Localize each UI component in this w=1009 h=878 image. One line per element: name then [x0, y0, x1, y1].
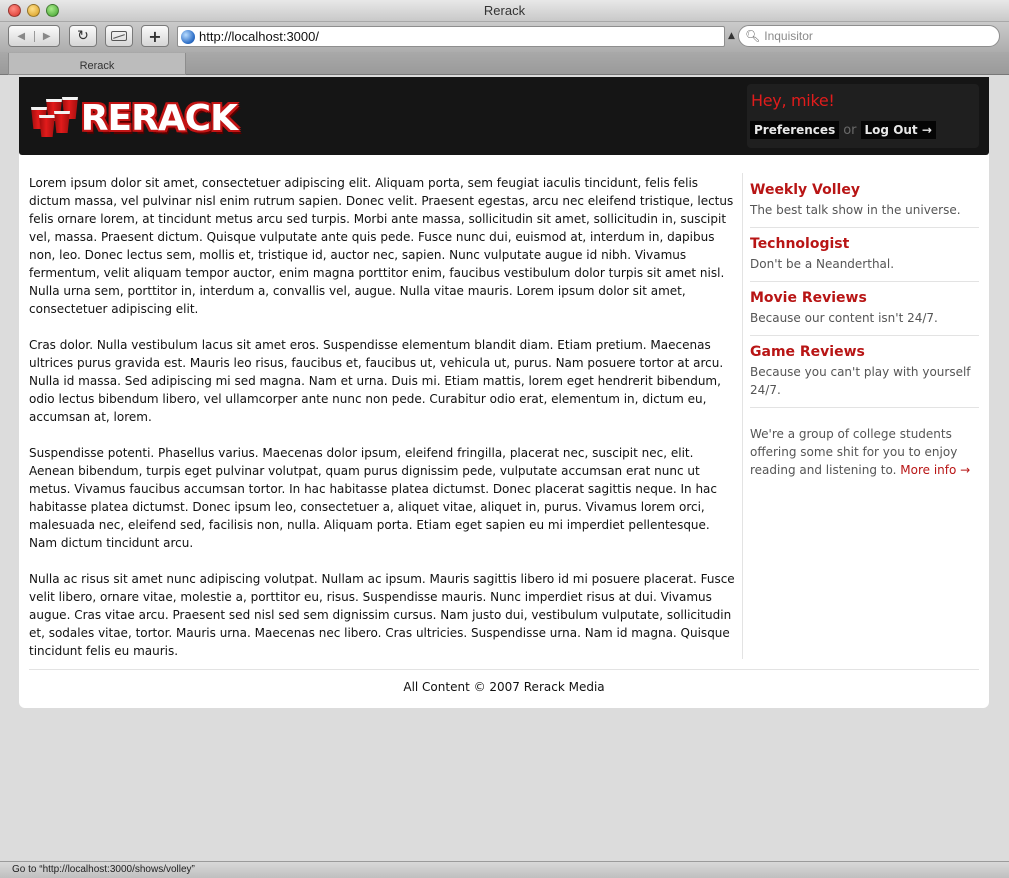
add-bookmark-button[interactable] — [141, 25, 169, 47]
window-title: Rerack — [483, 3, 526, 18]
about-blurb — [750, 408, 979, 479]
reload-icon: ↻ — [77, 28, 89, 44]
content-paragraph: Nulla ac risus sit amet nunc adipiscing volutpat. Nullam ac ipsum. Mauris sagittis libero id mi posuere placerat. Fusce velit libero, ornare vitae, molestie a, porttitor eu, risus. Suspendisse mauris. Nunc imperdiet risus at dui. Vivamus augue. Cras vitae arcu. Praesent sed nisl sed sem dignissim cursus. Nam justo dui, vestibulum vulputate, sollicitudin et, sodales vitae, tortor. Mauris urna. Maecenas nec libero. Cras ultricies. Suspendisse urna. Nam id magna. Quisque tincidunt felis eu mauris. — [29, 572, 735, 658]
address-text: http://localhost:3000/ — [199, 29, 319, 44]
address-bar[interactable] — [177, 26, 725, 47]
cups-icon — [29, 95, 77, 141]
back-arrow-icon[interactable]: ◀ — [17, 30, 26, 42]
plus-icon: + — [148, 26, 162, 46]
show-description: Don't be a Neanderthal. — [750, 257, 895, 271]
show-link-game-reviews[interactable]: Game Reviews — [750, 344, 865, 360]
preferences-link[interactable]: Preferences — [750, 121, 839, 139]
snapback-button[interactable] — [105, 25, 133, 47]
show-item-weekly-volley — [750, 173, 979, 228]
more-info-link[interactable]: More info → — [900, 463, 971, 477]
show-item-game-reviews — [750, 336, 979, 408]
forward-arrow-icon[interactable]: ▶ — [34, 31, 60, 42]
user-greeting: Hey, mike! — [751, 91, 835, 110]
content-paragraph: Suspendisse potenti. Phasellus varius. Maecenas dolor ipsum, eleifend fringilla, placerat nec, suscipit nec, elit. Aenean bibendum, turpis eget pulvinar volutpat, quam purus dignissim pede, vulputate accumsan erat nunc ut metus. Vivamus faucibus accumsan tortor. In hac habitasse platea dictumst. Donec placerat sagittis neque. In hac habitasse platea dictumst. Donec ipsum leo, consectetuer a, aliquet vitae, aliquet in, purus. Vivamus lorem orci, malesuada nec, eleifend sed, facilisis non, nulla. Aliquam porta. Etiam eget sapien eu mi imperdiet pellentesque. Nam dictum tincidunt arcu. — [29, 446, 717, 550]
sidebar — [742, 173, 979, 659]
site-logo[interactable] — [29, 90, 237, 146]
tab-rerack[interactable]: Rerack — [8, 53, 186, 75]
reload-button[interactable] — [69, 25, 97, 47]
site-footer: All Content © 2007 Rerack Media — [29, 669, 979, 694]
show-description: Because you can't play with yourself 24/7. — [750, 365, 971, 397]
show-link-movie-reviews[interactable]: Movie Reviews — [750, 290, 867, 306]
search-input[interactable] — [764, 29, 984, 43]
show-item-technologist — [750, 228, 979, 282]
address-dropdown-icon[interactable]: ▲ — [728, 31, 735, 41]
or-separator: or — [843, 122, 857, 138]
web-page — [19, 77, 989, 708]
window-titlebar — [0, 0, 1009, 22]
content-paragraph: Lorem ipsum dolor sit amet, consectetuer adipiscing elit. Aliquam porta, sem feugiat iaculis tincidunt, felis felis dictum massa, vel pulvinar nisl enim rutrum sapien. Donec velit. Praesent egestas, arcu nec eleifend tristique, lectus felis ornare lorem, at tincidunt metus arcu sed turpis. Morbi ante massa, sollicitudin sit amet, sollicitudin in, suscipit vel, massa. Praesent dictum. Quisque vulputate ante quis pede. Fusce nunc dui, euismod at, interdum in, dapibus non, leo. Donec lectus sem, mollis et, tristique id, auctor nec, sapien. Nunc vulputate augue id nibh. Vivamus fermentum, velit aliquam tempor auctor, enim magna porttitor enim, faucibus vestibulum dolor turpis sit amet nisl. Nulla urna sem, porttitor in, interdum a, convallis vel, augue. Nulla vitae mauris. Lorem ipsum dolor sit amet, consectetuer adipiscing elit. — [29, 176, 734, 316]
magnifier-icon: 🔍︎ — [745, 29, 761, 43]
logout-link[interactable]: Log Out → — [861, 121, 936, 139]
logo-wordmark: RERACK — [80, 97, 237, 139]
content-paragraph: Cras dolor. Nulla vestibulum lacus sit amet eros. Suspendisse elementum blandit diam. Etiam pretium. Maecenas ultrices purus gravida est. Mauris leo risus, faucibus et, faucibus ut, vehicula ut, purus. Nam posuere tortor at arcu. Nulla id massa. Sed adipiscing mi sed magna. Nam et urna. Duis mi. Etiam mattis, lorem eget hendrerit bibendum, odio lectus bibendum libero, vel ullamcorper ante nunc non pede. Curabitur odio erat, elementum in, dictum eu, accumsan at, lorem. — [29, 338, 724, 424]
show-description: The best talk show in the universe. — [750, 203, 961, 217]
show-link-technologist[interactable]: Technologist — [750, 236, 850, 252]
show-description: Because our content isn't 24/7. — [750, 311, 938, 325]
search-field[interactable] — [738, 25, 1000, 47]
user-links — [750, 121, 936, 139]
snapback-icon — [111, 31, 127, 41]
back-forward-control — [8, 25, 60, 47]
browser-toolbar — [0, 22, 1009, 52]
globe-icon — [181, 30, 195, 44]
about-text: We're a group of college students offering some shit for you to enjoy reading and listening to. — [750, 427, 958, 477]
status-bar: Go to “http://localhost:3000/shows/volley” — [0, 861, 1009, 878]
show-item-movie-reviews — [750, 282, 979, 336]
site-header — [19, 77, 989, 155]
user-box — [747, 84, 979, 148]
show-link-weekly-volley[interactable]: Weekly Volley — [750, 182, 860, 198]
tab-bar — [0, 52, 1009, 75]
main-content — [29, 174, 739, 678]
